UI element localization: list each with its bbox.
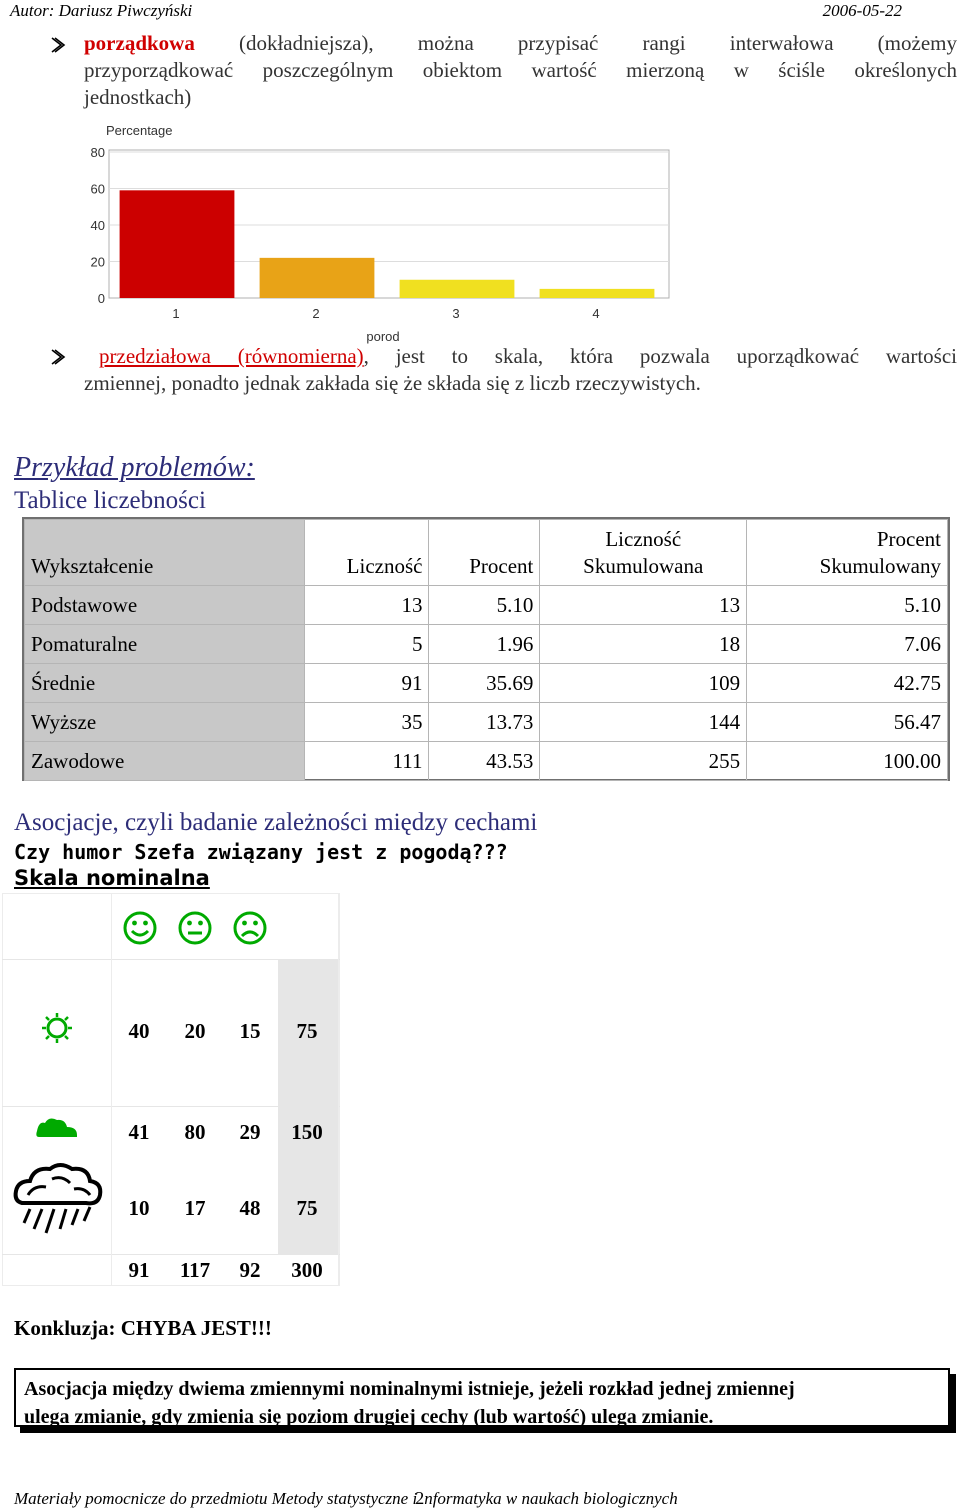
cum-percent-line2: Skumulowany	[819, 554, 941, 578]
sun-icon	[40, 1011, 74, 1045]
contingency-cell: 17	[184, 1196, 206, 1220]
freq-cell-value: 56.47	[747, 703, 948, 742]
section2-title: Asocjacje, czyli badanie zależności między cechami	[14, 809, 538, 836]
freq-header-row	[25, 520, 948, 586]
col-header-cum-count	[540, 520, 747, 586]
contingency-cell: 91	[128, 1258, 150, 1282]
freq-cell-value: 13	[304, 586, 429, 625]
page-number: 2	[415, 1488, 425, 1508]
freq-cell-value: 109	[540, 664, 747, 703]
freq-row	[25, 742, 948, 781]
freq-cell-label: Wyższe	[25, 703, 305, 742]
contingency-cell: 92	[239, 1258, 261, 1282]
cum-count-line1: Liczność	[605, 527, 682, 551]
freq-row	[25, 625, 948, 664]
freq-cell-value: 7.06	[747, 625, 948, 664]
freq-cell-value: 1.96	[429, 625, 540, 664]
freq-cell-value: 5	[304, 625, 429, 664]
bar-chart	[90, 115, 685, 345]
cum-percent-line1: Procent	[876, 527, 941, 551]
freq-table-frame	[22, 517, 950, 781]
term-przedzialowa: przedziałowa (równomierna)	[99, 344, 364, 368]
contingency-cell: 40	[128, 1019, 150, 1043]
freq-cell-value: 18	[540, 625, 747, 664]
contingency-cell: 41	[128, 1120, 150, 1144]
bar-4	[540, 289, 655, 298]
term-porzadkowa: porządkowa	[84, 31, 195, 55]
col-header-education: Wykształcenie	[25, 520, 305, 586]
footer-text-left: Materiały pomocnicze do przedmiotu Metody statystyczne i	[14, 1489, 418, 1508]
freq-cell-value: 35.69	[429, 664, 540, 703]
bar-2	[260, 258, 375, 298]
cloud-icon	[35, 1115, 81, 1141]
sad-face-icon	[232, 910, 268, 946]
freq-cell-value: 13	[540, 586, 747, 625]
freq-cell-value: 5.10	[429, 586, 540, 625]
freq-cell-value: 91	[304, 664, 429, 703]
freq-cell-value: 43.53	[429, 742, 540, 781]
contingency-cell: 117	[179, 1258, 211, 1282]
contingency-cell: 15	[239, 1019, 261, 1043]
y-tick-label: 20	[90, 254, 105, 270]
contingency-cell: 29	[239, 1120, 261, 1144]
x-tick-label: 4	[592, 306, 600, 321]
contingency-cell: 20	[184, 1019, 206, 1043]
freq-cell-value: 111	[304, 742, 429, 781]
arrow-bullet-icon	[48, 348, 66, 366]
col-header-count: Liczność	[304, 520, 429, 586]
contingency-cell: 48	[239, 1196, 261, 1220]
freq-cell-value: 5.10	[747, 586, 948, 625]
y-tick-label: 0	[97, 291, 105, 306]
footer-text-right: nformatyka w naukach biologicznych	[424, 1489, 678, 1508]
y-tick-label: 40	[90, 218, 105, 233]
freq-row	[25, 586, 948, 625]
rain-cloud-icon	[12, 1159, 104, 1243]
chart-title: Percentage	[106, 123, 173, 138]
section-subtitle: Tablice liczebności	[14, 487, 206, 514]
col-header-cum-percent	[747, 520, 948, 586]
contingency-cell: 150	[291, 1120, 323, 1144]
contingency-cell: 80	[184, 1120, 206, 1144]
page-header	[0, 0, 960, 24]
freq-cell-label: Podstawowe	[25, 586, 305, 625]
y-tick-label: 60	[90, 181, 105, 197]
freq-row	[25, 664, 948, 703]
freq-cell-label: Średnie	[25, 664, 305, 703]
arrow-bullet-icon	[48, 36, 66, 54]
freq-cell-value: 100.00	[747, 742, 948, 781]
neutral-face-icon	[177, 910, 213, 946]
contingency-cell: 300	[291, 1258, 323, 1282]
definition-line1: Asocjacja między dwiema zmiennymi nominalnymi istnieje, jeżeli rozkład jednej zmiennej	[24, 1378, 795, 1400]
contingency-cell: 75	[296, 1019, 318, 1043]
bar-1	[120, 190, 235, 298]
bar-3	[400, 280, 515, 298]
freq-cell-value: 255	[540, 742, 747, 781]
freq-cell-value: 42.75	[747, 664, 948, 703]
bullet2-line2: zmiennej, ponadto jednak zakłada się że składa się z liczb rzeczywistych.	[84, 371, 701, 395]
col-header-percent: Procent	[429, 520, 540, 586]
freq-cell-value: 35	[304, 703, 429, 742]
happy-face-icon	[122, 910, 158, 946]
x-axis-label: porod	[366, 329, 400, 344]
freq-cell-value: 144	[540, 703, 747, 742]
author: Autor: Dariusz Piwczyński	[10, 1, 193, 20]
bullet1-line3: jednostkach)	[84, 85, 192, 109]
y-tick-label: 80	[90, 145, 105, 160]
freq-cell-label: Zawodowe	[25, 742, 305, 781]
cum-count-line2: Skumulowana	[583, 554, 704, 578]
definition-box	[14, 1368, 950, 1427]
question: Czy humor Szefa związany jest z pogodą???	[14, 840, 508, 864]
bullet1-line1	[84, 30, 957, 57]
section-title: Przykład problemów:	[14, 452, 255, 483]
x-tick-label: 1	[172, 306, 180, 321]
bullet2-line1	[84, 343, 957, 370]
bullet2-rest: , jest to skala, która pozwala uporządkować wartości	[363, 344, 957, 368]
contingency-table	[2, 893, 340, 1286]
contingency-cell: 10	[128, 1196, 150, 1220]
scale-label: Skala nominalna	[14, 866, 210, 890]
freq-cell-label: Pomaturalne	[25, 625, 305, 664]
conclusion: Konkluzja: CHYBA JEST!!!	[14, 1316, 272, 1340]
freq-table	[24, 519, 948, 781]
freq-table-body	[25, 586, 948, 781]
bullet1-text1: (dokładniejsza), można przypisać rangi interwałowa (możemy	[238, 31, 957, 55]
page-footer	[14, 1488, 954, 1509]
x-tick-label: 2	[312, 306, 320, 321]
freq-row	[25, 703, 948, 742]
x-tick-label: 3	[452, 306, 460, 321]
y-tick-labels	[91, 145, 105, 306]
bullet1-line2: przyporządkować poszczególnym obiektom wartość mierzoną w ściśle określonych	[84, 58, 957, 82]
contingency-cell: 75	[296, 1196, 318, 1220]
x-tick-labels	[172, 306, 599, 321]
definition-line2: ulega zmianie, gdy zmienia się poziom drugiej cechy (lub wartość) ulega zmianie.	[24, 1406, 714, 1428]
freq-cell-value: 13.73	[429, 703, 540, 742]
header-date: 2006-05-22	[822, 1, 902, 20]
